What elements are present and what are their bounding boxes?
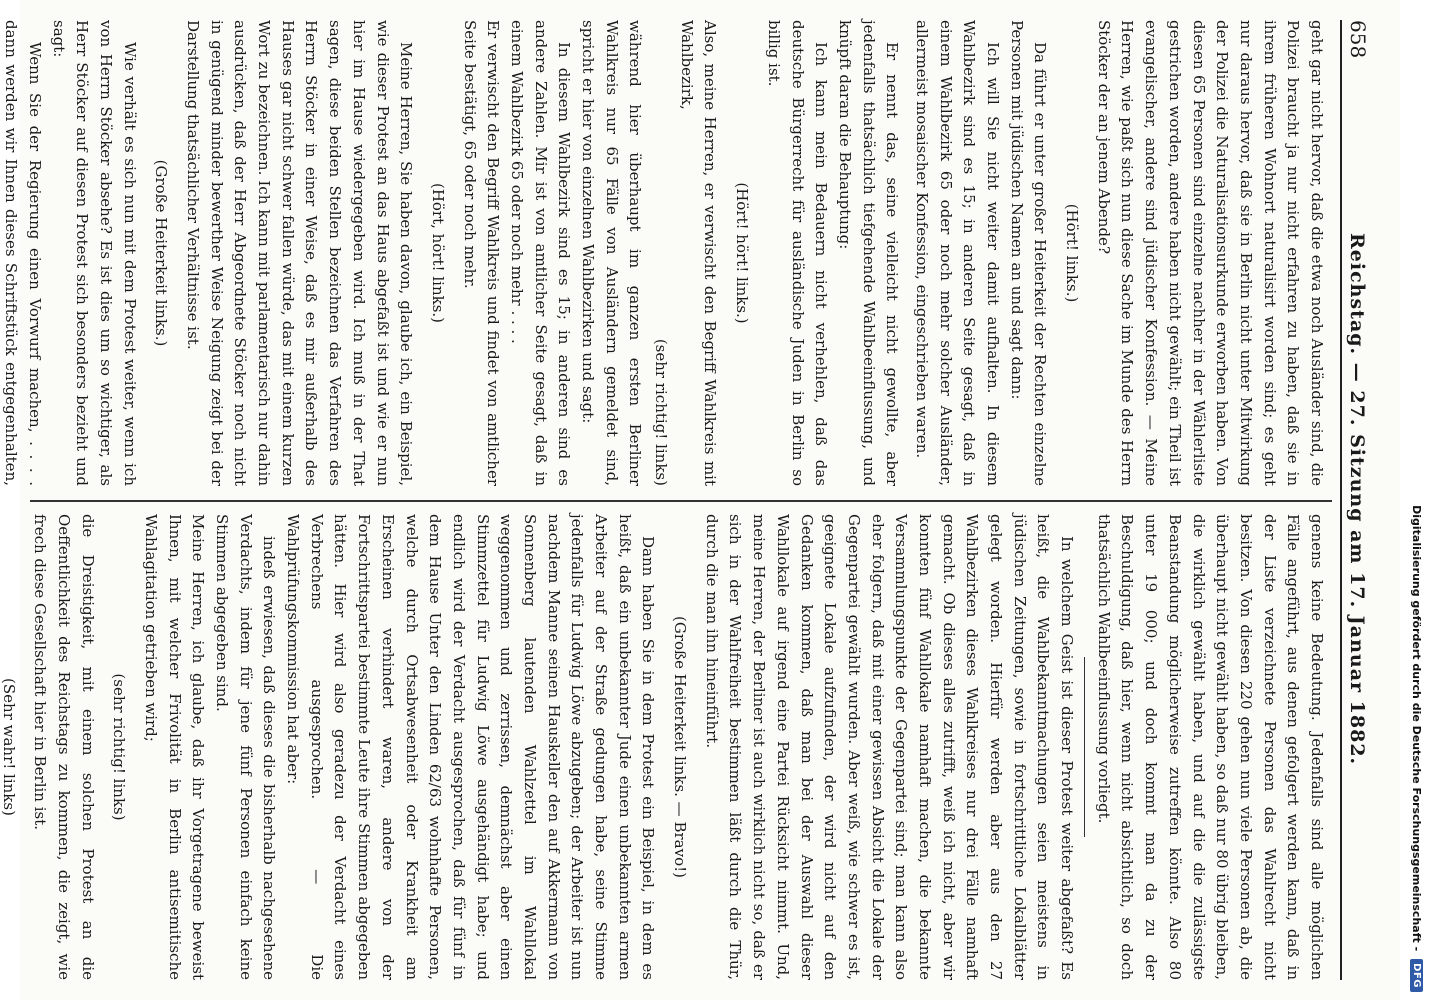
paragraph: geht gar nicht hervor, daß die etwa noch Ausländer sind, die Polizei braucht ja nur nicht erfahren zu haben, daß sie in ihrem früheren Wohnort naturalisirt worden sind; es geht nur daraus hervor, daß sie in Berlin nicht unter Mitwirkung der Polizei die Naturalisationsurkunde erworben haben. Von diesen 65 Personen sind einzelne nachher in der Wählerliste gestrichen worden, andere haben nicht gewählt; ein Theil ist evangelischer, andere sind jüdischer Konfession. — Meine Herren, wie paßt sich nun diese Sache im Munde des Herrn Stöcker der an jenem Abende? bbox=[1094, 20, 1326, 486]
quote: Wenn Sie der Regierung einen Vorwurf machen, . . . . dann werden wir Ihnen dieses Schriftstück entgegenhalten, bbox=[2, 20, 44, 486]
dfg-logo: DFG bbox=[1411, 959, 1424, 992]
digitization-text: Digitalisierung gefördert durch die Deutsche Forschungsgemeinschaft - bbox=[1410, 505, 1424, 952]
remark: (Große Heiterkeit links.) bbox=[152, 159, 171, 347]
remark: (Hört! hört! links.) bbox=[733, 182, 752, 324]
page-number: 658 bbox=[1346, 20, 1370, 59]
quote: Ich kann mein Bedauern nicht verhehlen, daß das deutsche Bürgerrecht für ausländische Juden in Berlin so billig ist. bbox=[764, 20, 831, 486]
running-title-right: am 17. Januar 1882. bbox=[1346, 530, 1368, 766]
header-rule bbox=[1340, 20, 1342, 980]
quote: Ich will Sie nicht weiter damit aufhalten. In diesem Wahlbezirk sind es 15; in anderen Seite gesagt, daß in einem Wahlbezirk 65 oder noch mehr solcher Ausländer, allermeist mosaischer Konfession, eingeschrieben waren. bbox=[913, 20, 1003, 486]
paragraph: Meine Herren, Sie haben davon, glaube ich, ein Beispiel, wie dieser Protest an das Haus abgefaßt ist und wie er nun hier im Hause wiedergegeben wird. Ich muß in der That sagen, diese beiden Stellen bezeichnen das Verfahren des Herrn Stöcker in einer Weise, daß es mir außerhalb des Hauses gar nicht schwer fallen würde, das mit einem kurzen Wort zu bezeichnen. Ich kann mit parlamentarisch nur dahin ausdrücken, daß der Herr Abgeordnete Stöcker noch nicht in genügend minder bewerther Weise Neigung zeigt bei der Darstellung thatsächlicher Verhältnisse ist. bbox=[184, 20, 416, 486]
remark: (sehr richtig! links) bbox=[652, 338, 671, 486]
paragraph: die Dreistigkeit, mit einem solchen Protest an die Oeffentlichkeit des Reichstags zu kommen, die zeigt, wie frech diese Gesellschaft hier in Berlin ist. bbox=[31, 514, 97, 980]
quote: In diesem Wahlbezirk sind es 15; in anderen sind es andere Zahlen. Mir ist von amtlicher Seite gesagt, daß in einem Wahlbezirk 65 oder noch mehr . . . . bbox=[508, 20, 574, 486]
remark: (sehr richtig! links) bbox=[110, 673, 129, 821]
paragraph: Meine Herren, ich glaube, daß ihr Vorgetragene beweist Ihnen, mit welcher Frivolität in Berlin antisemitische Wahlagitation getrieben wird; bbox=[142, 514, 208, 980]
paragraph: Dann haben Sie in dem Protest ein Beispiel, in dem es heißt, daß ein unbekannter Jude einen unbekannten armen Arbeiter auf der Straße gedungen habe, seine Stimme jedenfalls für Ludwig Löwe abzugeben; der Arbeiter ist nun nachdem Manne seinen Hauskeller den auf Akkermann von Sonnenberg lautenden Wahlzettel im Wahllokal weggenommen und zerrissen, demnächst aber einen Stimmzettel für Ludwig Löwe ausgehändigt habe; und endlich wird der Verdacht ausgesprochen, daß für fünf in dem Hause Unter den Linden 62/63 wohnhafte Personen, welche durch Ortsabwesenheit oder Krankheit am Erscheinen verhindert waren, andere von der Fortschrittspartei bestimmte Leute ihre Stimmen abgegeben hätten. Hier wird also geradezu der Verdacht eines Verbrechens ausgesprochen. — Die Wahlprüfungskommission hat aber: bbox=[284, 514, 658, 980]
paragraph: genens keine Bedeutung. Jedenfalls sind alle möglichen Fälle angeführt, aus denen gefolgert werden kann, daß in der Liste verzeichnete Personen das Wahlrecht nicht besitzen. Von diesen 220 gehen nun viele Personen ab, die überhaupt nicht gewählt haben, so daß nur 80 übrig bleiben, die wirklich gewählt haben, und auf die die zulässigste Beanstandung möglicherweise zutreffen könnte. Also 80 unter 19 000; und doch kommt man da zu der Beschuldigung, daß hier, wenn nicht absichtlich, so doch thatsächlich Wahlbeeinflussung vorliegt. bbox=[1094, 514, 1326, 980]
paragraph: Er verwischt den Begriff Wahlkreis und findet von amtlicher Seite bestätigt, 65 oder noch mehr. bbox=[460, 20, 503, 486]
paragraph: In welchem Geist ist dieser Protest weiter abgefaßt? Es heißt, die Wahlbekanntmachungen seien meistens in jüdischen Zeitungen, sowie in fortschrittliche Lokalblätter gelegt worden. Hierfür werden aber aus den 27 Wahlbezirken dieses Wahlkreises nur drei Fälle namhaft gemacht. Ob dieses alles zutrifft, weiß ich nicht, aber wir konnten fünf Wahllokale namhaft machen, die bekannte Versammlungspunkte der Gegenpartei sind; man kann also eher folgern, daß mit einer gewissen Absicht die Lokale der Gegenpartei gewählt wurden. Aber weiß, wie schwer es ist, geeignete Lokale aufzufinden, der wird nicht auf den Gedanken kommen, daß man bei der Auswahl dieser Wahllokale auf irgend eine Partei Rücksicht nimmt. Und, meine Herren, der Berliner ist auch wirklich nicht so, daß er sich in der Wahlfreiheit bestimmen läßt durch die Thür, durch die man ihn hineinführt. bbox=[702, 514, 1077, 980]
remark: (Hört, hört! links.) bbox=[428, 182, 447, 324]
running-title bbox=[1346, 233, 1368, 765]
paragraph: Also, meine Herren, er verwischt den Begriff Wahlkreis mit Wahlbezirk, bbox=[677, 20, 720, 486]
column-divider bbox=[30, 500, 1332, 502]
running-title-left: Reichstag. — 27. Sitzung bbox=[1346, 233, 1368, 523]
paragraph: Da führt er unter großer Heiterkeit der Rechten einzelne Personen mit jüdischen Namen an und sagt dann: bbox=[1007, 20, 1050, 486]
remark: (Hört! links.) bbox=[1063, 203, 1082, 303]
paragraph: Wie verhält es sich nun mit dem Protest weiter, wenn ich von Herrn Stöcker absehe? Es ist dies um so wichtiger, als Herr Stöcker auf diesen Protest sich besonders bezieht und sagt: bbox=[49, 20, 139, 486]
quote: indeß erwiesen, daß dieses die bisherhalb nachgesehene Verdachts, indem für jene fünf Personen einfach keine Stimmen abgegeben sind. bbox=[213, 514, 279, 980]
paragraph: Er nennt das, seine vielleicht nicht gewollte, aber jedenfalls thatsächlich tiefgehende Wahlbeeinflussung, und knüpft daran die Behauptung: bbox=[835, 20, 902, 486]
left-column bbox=[2, 20, 1328, 486]
separator-rule bbox=[1084, 657, 1085, 837]
digitization-note bbox=[1406, 8, 1428, 992]
remark: (Sehr wahr! links) bbox=[0, 678, 18, 816]
page-header bbox=[1346, 20, 1382, 980]
remark: (Große Heiterkeit links. — Bravo!) bbox=[671, 616, 690, 878]
paragraph: während hier überhaupt im ganzen ersten Berliner Wahlkreis nur 65 Fälle von Ausländern gemeldet sind, spricht er hier von einzelnen Wahlbezirken und sagt: bbox=[579, 20, 645, 486]
right-column bbox=[0, 514, 1328, 980]
